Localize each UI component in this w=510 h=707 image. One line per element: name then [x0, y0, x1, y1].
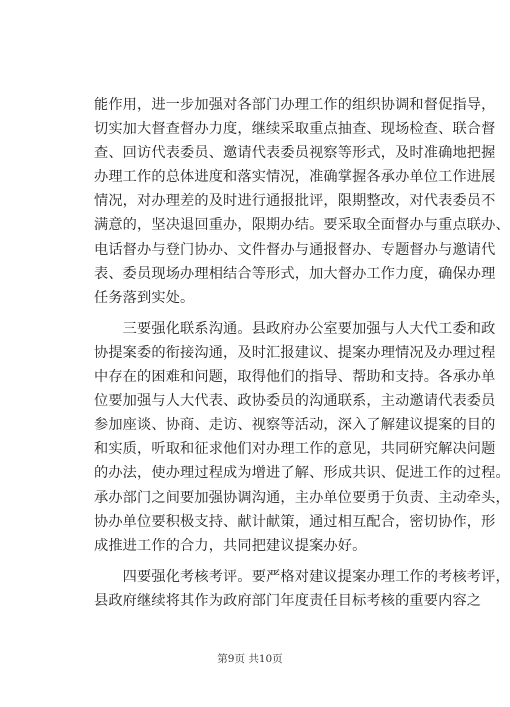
text-line: 承办部门之间要加强协调沟通，主办单位要勇于负责、主动牵头， [94, 489, 510, 506]
text-line: 能作用，进一步加强对各部门办理工作的组织协调和督促指导， [94, 97, 496, 113]
text-line: 满意的，坚决退回重办，限期办结。要采取全面督办与重点联办、 [94, 217, 510, 234]
text-line: 四要强化考核考评。要严格对建议提案办理工作的考核考评， [94, 568, 510, 585]
paragraph-gap [94, 310, 450, 317]
text-line: 表、委员现场办理相结合等形式，加大督办工作力度，确保办理 [94, 265, 496, 282]
text-line: 情况，对办理差的及时进行通报批评，限期整改，对代表委员不 [94, 193, 496, 210]
text-line: 协办单位要积极支持、献计献策，通过相互配合，密切协作，形 [94, 513, 496, 530]
text-line: 切实加大督查督办力度，继续采取重点抽查、现场检查、联合督 [94, 121, 496, 138]
text-line: 和实质，听取和征求他们对办理工作的意见，共同研究解决问题 [94, 441, 496, 458]
text-line: 的办法，使办理过程成为增进了解、形成共识、促进工作的过程。 [94, 465, 510, 482]
text-line: 协提案委的衔接沟通，及时汇报建议、提案办理情况及办理过程 [94, 344, 496, 361]
text-line: 县政府继续将其作为政府部门年度责任目标考核的重要内容之 [94, 592, 482, 609]
paragraph-3 [94, 565, 510, 613]
text-line: 三要强化联系沟通。县政府办公室要加强与人大代工委和政 [94, 320, 496, 337]
text-line: 位要加强与人大代表、政协委员的沟通联系，主动邀请代表委员 [94, 393, 496, 410]
text-line: 成推进工作的合力，共同把建议提案办好。 [94, 537, 367, 554]
text-line: 参加座谈、协商、走访、视察等活动，深入了解建议提案的目的 [94, 417, 496, 434]
document-body [94, 93, 510, 613]
paragraph-gap [94, 558, 450, 565]
text-line: 中存在的困难和问题，取得他们的指导、帮助和支持。各承办单 [94, 369, 496, 386]
text-line: 办理工作的总体进度和落实情况，准确掌握各承办单位工作进展 [94, 169, 496, 186]
paragraph-1 [94, 93, 510, 310]
paragraph-2 [94, 317, 510, 558]
text-line: 查、回访代表委员、邀请代表委员视察等形式，及时准确地把握 [94, 145, 496, 162]
text-line: 电话督办与登门协办、文件督办与通报督办、专题督办与邀请代 [94, 241, 496, 258]
page-footer: 第9页 共10页 [217, 653, 283, 665]
text-line: 任务落到实处。 [94, 289, 195, 306]
